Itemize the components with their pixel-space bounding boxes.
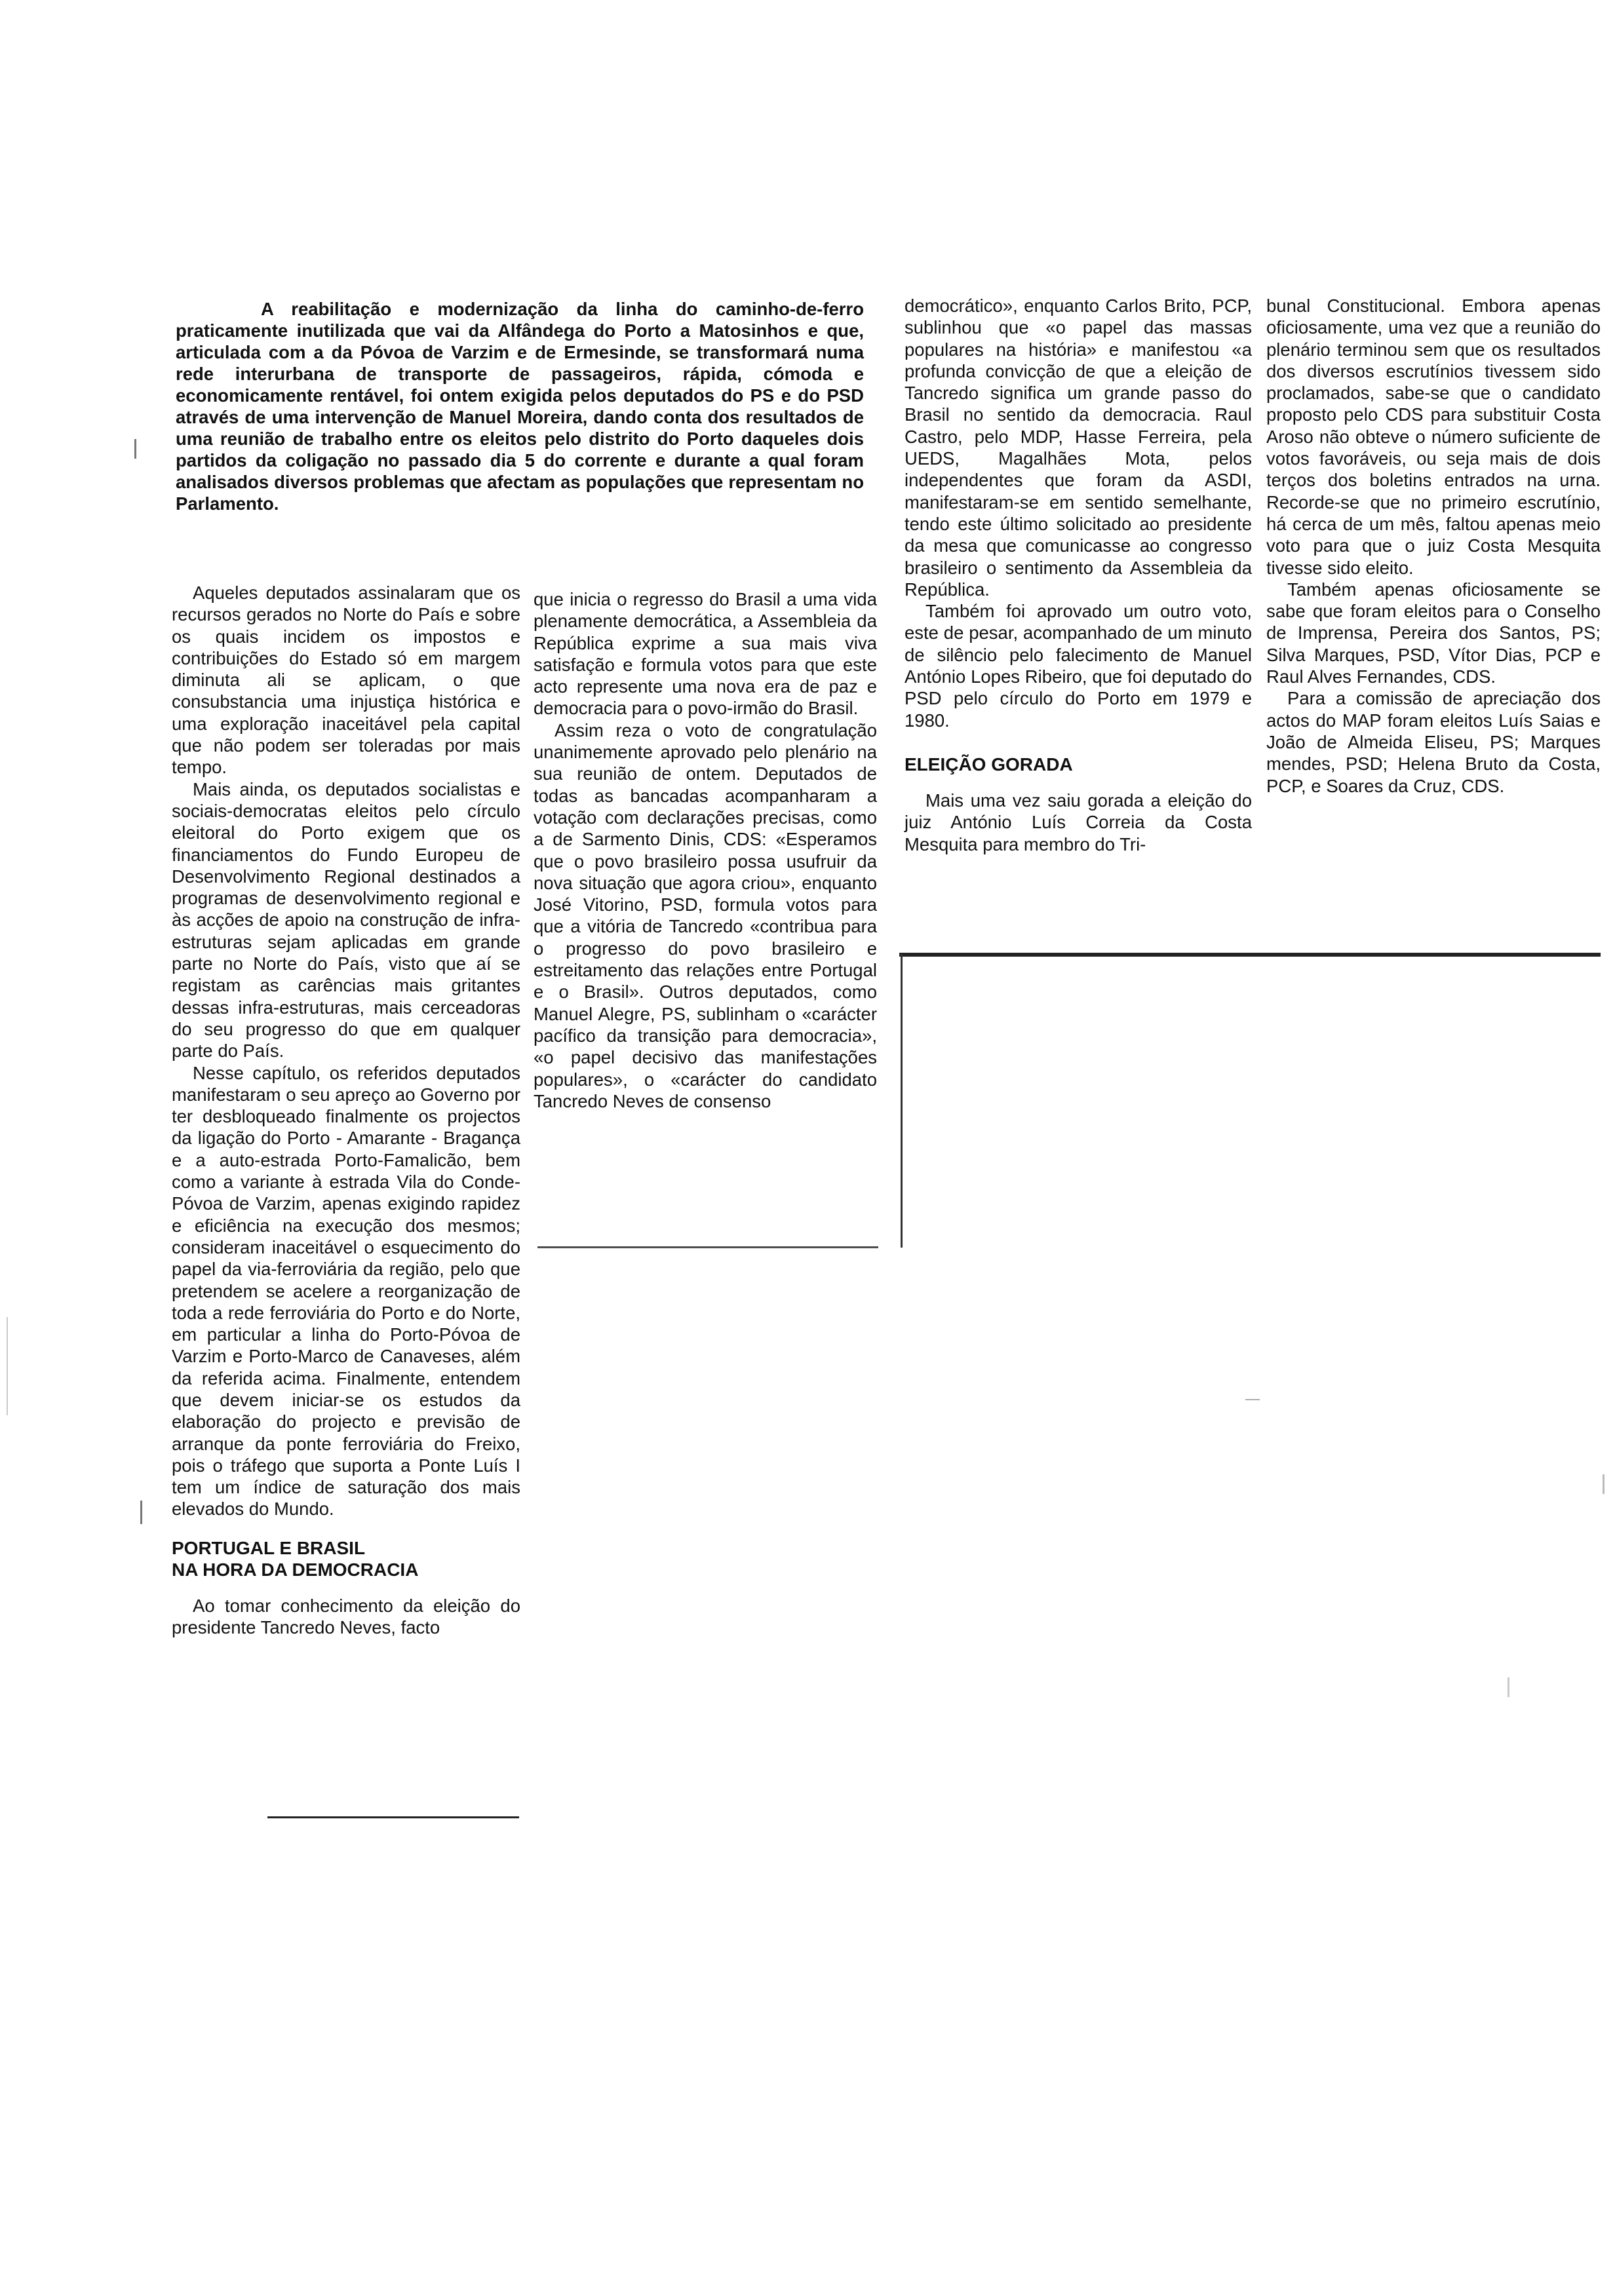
article-lead: A reabilitação e modernização da linha do caminho-de-ferro praticamente inutilizada que vai da Alfândega do Porto a Matosinhos e que, articulada com a da Póvoa de Varzim e de Ermesinde, se transformará numa rede interurbana de transporte de passageiros, rápida, cómoda e economicamente rentável, foi ontem exigida pelos deputados do PS e do PSD através de uma intervenção de Manuel Moreira, dando conta dos resultados de uma reunião de trabalho entre os eleitos pelo distrito do Porto daqueles dois partidos da coligação no passado dia 5 do corrente e durante a qual foram analisados diversos problemas que afectam as populações que representam no Parlamento. [176,299,864,514]
section-heading-portugal-brasil [172,1537,520,1580]
col1-paragraph-1: Aqueles deputados assinalaram que os recursos gerados no Norte do País e sobre os quais incidem os impostos e contribuições do Estado só em margem diminuta ali se aplicam, o que consubstancia uma injustiça histórica e uma exploração inaceitável pela capital que não podem ser toleradas por mais tempo. [172,583,520,778]
col1-paragraph-2: Mais ainda, os deputados socialistas e sociais-democratas eleitos pelo círculo eleitoral do Porto exigem que os financiamentos do Fundo Europeu de Desenvolvimento Regional destinados a programas de desenvolvimento regional e às acções de apoio na construção de infra-estruturas sejam aplicadas em grande parte no Norte do País, visto que aí se registam as carências mais gritantes dessas infra-estruturas, mais cerceadoras do seu progresso do que em qualquer parte do País. [172,778,520,1062]
col1-paragraph-4: Ao tomar conhecimento da eleição do presidente Tancredo Neves, facto [172,1595,520,1638]
column-1 [172,582,520,1638]
column-4 [1266,295,1601,797]
col3-paragraph-2: Também foi aprovado um outro voto, este de pesar, acompanhado de um minuto de silêncio pelo falecimento de Manuel António Lopes Ribeiro, que foi deputado do PSD pelo círculo do Porto em 1979 e 1980. [905,601,1252,731]
heading-line-1: PORTUGAL E BRASIL [172,1537,366,1558]
scan-mark [1245,1399,1260,1400]
scan-mark [1603,1474,1605,1494]
scan-mark [140,1501,142,1524]
scan-mark [7,1317,8,1415]
col4-paragraph-2: Também apenas oficiosamente se sabe que foram eleitos para o Conselho de Imprensa, Pereira dos Santos, PS; Silva Marques, PSD, Vítor Dias, PCP e Raul Alves Fernandes, CDS. [1266,579,1601,687]
col3-paragraph-1: democrático», enquanto Carlos Brito, PCP, sublinhou que «o papel das massas populares na história» e manifestou «a profunda convicção de que a eleição de Tancredo significa um grande passo do Brasil no sentido da democracia. Raul Castro, pelo MDP, Hasse Ferreira, pela UEDS, Magalhães Mota, pelos independentes que foram da ASDI, manifestaram-se em sentido semelhante, tendo este último solicitado ao presidente da mesa que comunicasse ao congresso brasileiro o sentimento da Assembleia da República. [905,296,1252,600]
section-heading-eleicao-gorada: ELEIÇÃO GORADA [905,754,1073,775]
scan-mark [134,439,136,459]
col2-paragraph-1: que inicia o regresso do Brasil a uma vida plenamente democrática, a Assembleia da República exprime a sua mais viva satisfação e formula votos para que este acto represente uma nova era de paz e democracia para o povo-irmão do Brasil. [534,589,877,719]
col3-paragraph-3: Mais uma vez saiu gorada a eleição do juiz António Luís Correia da Costa Mesquita para membro do Tri- [905,790,1252,854]
column-3 [905,295,1252,855]
col2-paragraph-2: Assim reza o voto de congratulação unanimemente aprovado pelo plenário na sua reunião de ontem. Deputados de todas as bancadas acompanharam a votação com declarações precisas, como a de Sarmento Dinis, CDS: «Esperamos que o povo brasileiro possa usufruir da nova situação que agora criou», enquanto José Vitorino, PSD, formula votos para que a vitória de Tancredo «contribua para o progresso do povo brasileiro e estreitamento das relações entre Portugal e o Brasil». Outros deputados, como Manuel Alegre, PS, sublinham o «carácter pacífico da transição para democracia», «o papel decisivo das manifestações populares», o «carácter do candidato Tancredo Neves de consenso [534,719,877,1111]
col4-paragraph-1: bunal Constitucional. Embora apenas oficiosamente, uma vez que a reunião do plenário terminou sem que os resultados dos diversos escrutínios tivessem sido proclamados, sabe-se que o candidato proposto pelo CDS para substituir Costa Aroso não obteve o número suficiente de votos favoráveis, ou seja mais de dois terços dos boletins entrados na urna. Recorde-se que no primeiro escrutínio, há cerca de um mês, faltou apenas meio voto para que o juiz Costa Mesquita tivesse sido eleito. [1266,296,1601,578]
column-2 [534,588,877,1112]
col4-paragraph-3: Para a comissão de apreciação dos actos do MAP foram eleitos Luís Saias e João de Almeida Eliseu, PS; Marques mendes, PSD; Helena Bruto da Costa, PCP, e Soares da Cruz, CDS. [1266,688,1601,796]
column-2-end-rule [537,1246,878,1248]
article-end-rule [899,953,1601,957]
heading-line-2: NA HORA DA DEMOCRACIA [172,1559,419,1580]
column-separator-line [901,954,903,1248]
scan-mark [1508,1677,1509,1697]
column-1-end-rule [267,1816,519,1818]
col1-paragraph-3: Nesse capítulo, os referidos deputados manifestaram o seu apreço ao Governo por ter desbloqueado finalmente os projectos da ligação do Porto - Amarante - Bragança e a auto-estrada Porto-Famalicão, bem como a variante à estrada Vila do Conde-Póvoa de Varzim, apenas exigindo rapidez e eficiência na execução dos mesmos; consideram inaceitável o esquecimento do papel da via-ferroviária da região, pelo que pretendem se acelere a reorganização de toda a rede ferroviária do Porto e do Norte, em particular a linha do Porto-Póvoa de Varzim e Porto-Marco de Canaveses, além da referida acima. Finalmente, entendem que devem iniciar-se os estudos da elaboração do projecto e previsão de arranque da ponte ferroviária do Freixo, pois o tráfego que suporta a Ponte Luís I tem um índice de saturação dos mais elevados do Mundo. [172,1062,520,1520]
